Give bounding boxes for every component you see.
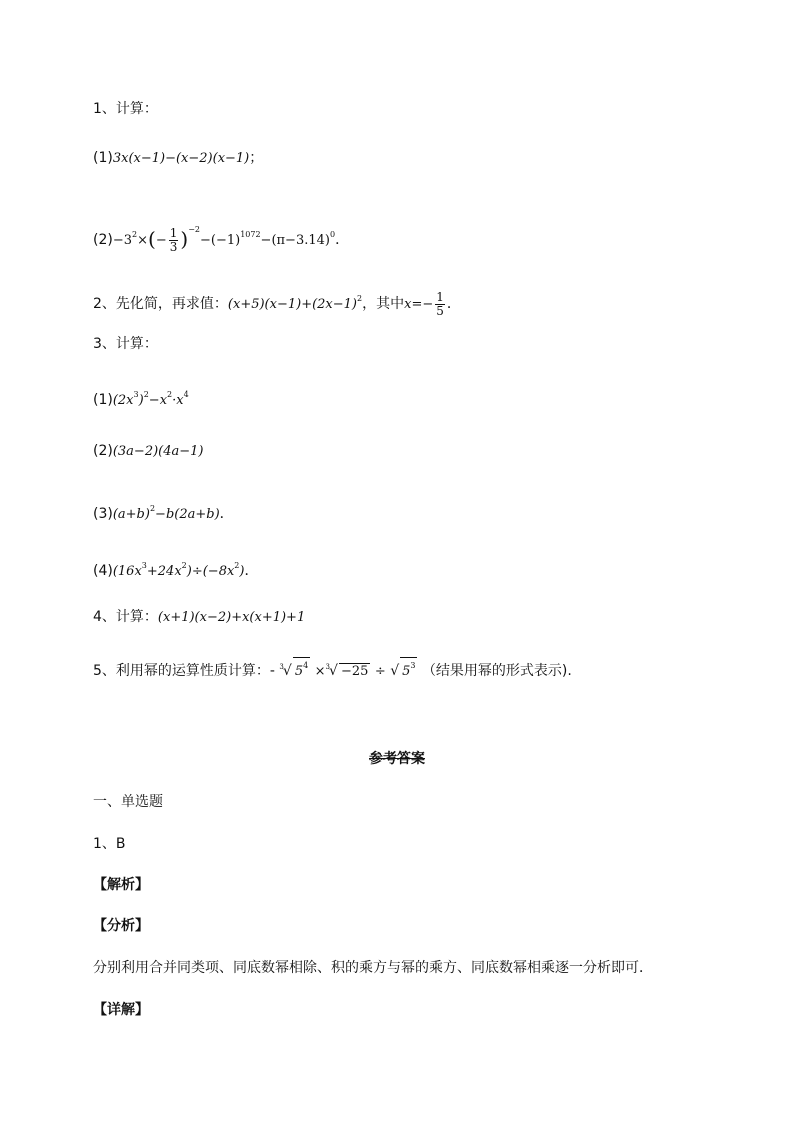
q3-part4: $(4)(16x^3+24x^2)\div(-8x^2)$． — [93, 561, 259, 579]
q2-expression: (x+5)(x−1)+(2x−1) — [227, 297, 358, 312]
fraction-one-third: $\frac{1}{3}$ — [169, 225, 178, 254]
q3-label: 3、计算： — [93, 336, 158, 352]
tag-detail: 【详解】 — [93, 1002, 149, 1018]
tag-fenxi: 【分析】 — [93, 918, 149, 934]
q4-expression: (x+1)(x−2)+x(x+1)+1 — [157, 610, 306, 625]
answer-item-1: 1、B — [93, 836, 126, 852]
answers-section-heading: 一、单选题 — [93, 794, 163, 810]
answers-title: 参考答案 — [369, 751, 425, 767]
fraction-one-fifth: $\frac{1}{5}$ — [436, 289, 444, 318]
q1-part1-expression: 3x(x−1)−(x−2)(x−1) — [112, 151, 250, 166]
q1-part2: $(2)-3^2\times(-$ $\frac{1}{3}$ )$^{-2}-(-1)^{1072}-(\pi-3.14)^0$． — [93, 225, 350, 254]
q3-part3: $(3)(a+b)^2-b(2a+b)$． — [93, 504, 234, 522]
analysis-text: 分别利用合并同类项、同底数幂相除、积的乘方与幂的乘方、同底数幂相乘逐一分析即可． — [93, 960, 653, 976]
q3-part1: $(1)(2x^3)^2-x^2\cdot x^4$ — [93, 390, 189, 408]
cube-root-5-pow-4: $5^4$ — [293, 657, 310, 679]
q2-text: 2、先化简，再求值：$(x+5)(x-1)+(2x-1)^2$，其中x=− $\frac{1}{5}$ ． — [93, 289, 461, 318]
q1-part1: (1)3x(x−1)−(x−2)(x−1)； — [93, 150, 264, 166]
q1-label: 1、计算： — [93, 101, 158, 117]
sqrt-5-pow-3: $5^3$ — [400, 657, 417, 679]
q3-part2: (2)(3a−2)(4a−1) — [93, 443, 204, 459]
tag-analysis: 【解析】 — [93, 877, 149, 893]
cube-root-neg-25: −25 — [340, 664, 369, 679]
q4-text: 4、计算：(x+1)(x−2)+x(x+1)+1 — [93, 609, 306, 625]
q5-text: 5、利用幂的运算性质计算：- $^3$√ $5^4 \times^3√ -25$ ÷ √ $5^3$ （结果用幂的形式表示). — [93, 657, 572, 682]
